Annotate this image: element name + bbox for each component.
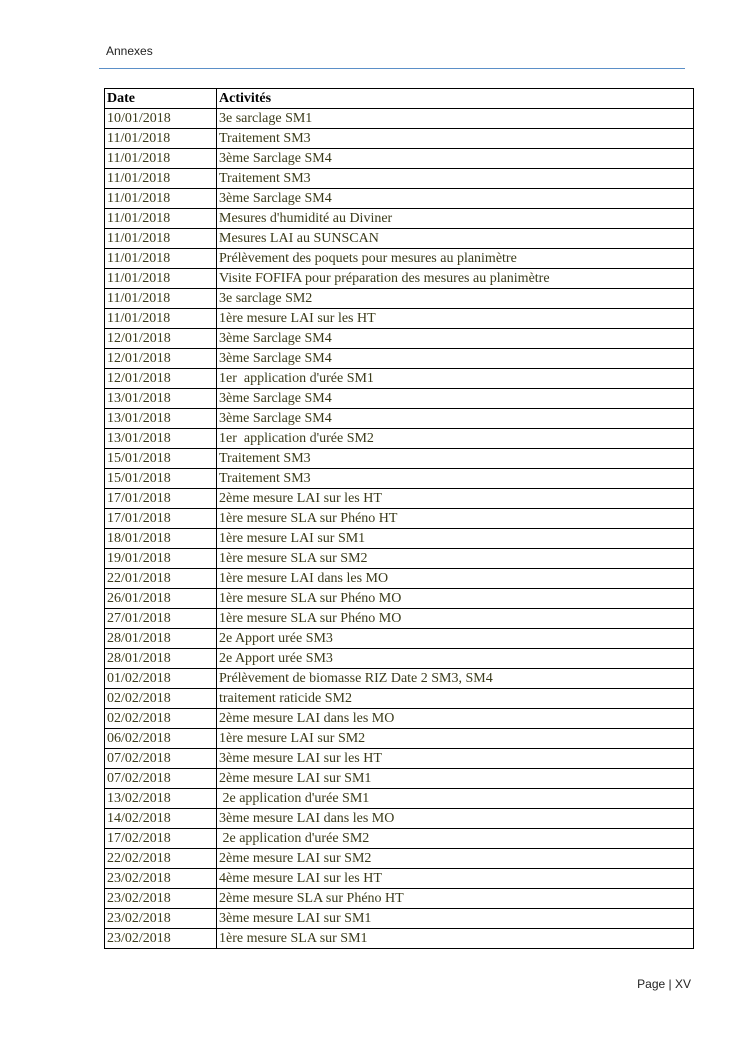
activity-cell: 2ème mesure LAI sur SM2	[217, 849, 694, 869]
activity-cell: Traitement SM3	[217, 469, 694, 489]
activity-cell: 2ème mesure LAI dans les MO	[217, 709, 694, 729]
table-row	[105, 789, 694, 809]
table-row	[105, 809, 694, 829]
activity-cell: 3ème Sarclage SM4	[217, 329, 694, 349]
table-row	[105, 449, 694, 469]
table-row	[105, 689, 694, 709]
activity-cell: 3ème mesure LAI sur les HT	[217, 749, 694, 769]
activity-cell: 3ème mesure LAI dans les MO	[217, 809, 694, 829]
date-cell: 11/01/2018	[105, 169, 217, 189]
date-cell: 27/01/2018	[105, 609, 217, 629]
table-row	[105, 369, 694, 389]
date-cell: 11/01/2018	[105, 209, 217, 229]
activity-cell: 3ème Sarclage SM4	[217, 389, 694, 409]
activity-cell: 1ère mesure SLA sur Phéno HT	[217, 509, 694, 529]
table-row	[105, 529, 694, 549]
activity-cell: 1ère mesure LAI dans les MO	[217, 569, 694, 589]
activity-cell: 1er application d'urée SM1	[217, 369, 694, 389]
date-cell: 07/02/2018	[105, 769, 217, 789]
date-cell: 23/02/2018	[105, 889, 217, 909]
activity-cell: 1ère mesure SLA sur SM1	[217, 929, 694, 949]
date-cell: 11/01/2018	[105, 189, 217, 209]
activity-cell: 1ère mesure SLA sur Phéno MO	[217, 589, 694, 609]
table-row	[105, 189, 694, 209]
activity-cell: 3ème Sarclage SM4	[217, 409, 694, 429]
table-row	[105, 709, 694, 729]
date-cell: 15/01/2018	[105, 469, 217, 489]
date-cell: 11/01/2018	[105, 249, 217, 269]
table-row	[105, 389, 694, 409]
activity-cell: Visite FOFIFA pour préparation des mesures au planimètre	[217, 269, 694, 289]
activity-cell: 1ère mesure LAI sur les HT	[217, 309, 694, 329]
date-cell: 13/01/2018	[105, 389, 217, 409]
activity-cell: 4ème mesure LAI sur les HT	[217, 869, 694, 889]
table-row	[105, 569, 694, 589]
table-row	[105, 769, 694, 789]
date-cell: 11/01/2018	[105, 149, 217, 169]
header-divider	[99, 68, 685, 69]
activity-cell: 1ère mesure SLA sur Phéno MO	[217, 609, 694, 629]
table-row	[105, 349, 694, 369]
date-cell: 12/01/2018	[105, 329, 217, 349]
date-cell: 07/02/2018	[105, 749, 217, 769]
date-cell: 22/01/2018	[105, 569, 217, 589]
table-row	[105, 109, 694, 129]
date-cell: 06/02/2018	[105, 729, 217, 749]
table-row	[105, 609, 694, 629]
date-cell: 12/01/2018	[105, 349, 217, 369]
table-row	[105, 649, 694, 669]
date-cell: 11/01/2018	[105, 289, 217, 309]
activity-cell: 3ème Sarclage SM4	[217, 149, 694, 169]
date-cell: 28/01/2018	[105, 649, 217, 669]
date-cell: 10/01/2018	[105, 109, 217, 129]
activity-cell: 2ème mesure LAI sur les HT	[217, 489, 694, 509]
table-row	[105, 149, 694, 169]
activity-cell: Traitement SM3	[217, 449, 694, 469]
table-row	[105, 489, 694, 509]
date-cell: 23/02/2018	[105, 929, 217, 949]
date-cell: 15/01/2018	[105, 449, 217, 469]
table-row	[105, 209, 694, 229]
date-cell: 19/01/2018	[105, 549, 217, 569]
table-row	[105, 829, 694, 849]
table-row	[105, 849, 694, 869]
table-body	[105, 109, 694, 949]
table-row	[105, 509, 694, 529]
table-row	[105, 869, 694, 889]
activity-cell: 3e sarclage SM2	[217, 289, 694, 309]
table-row	[105, 669, 694, 689]
date-cell: 14/02/2018	[105, 809, 217, 829]
date-cell: 11/01/2018	[105, 229, 217, 249]
activity-cell: 2e Apport urée SM3	[217, 629, 694, 649]
date-cell: 23/02/2018	[105, 909, 217, 929]
date-cell: 17/01/2018	[105, 509, 217, 529]
activity-cell: 3ème Sarclage SM4	[217, 349, 694, 369]
date-cell: 23/02/2018	[105, 869, 217, 889]
column-header-date: Date	[105, 89, 217, 109]
date-cell: 17/01/2018	[105, 489, 217, 509]
page-header-title: Annexes	[106, 44, 153, 58]
activity-cell: 2e application d'urée SM2	[217, 829, 694, 849]
activity-cell: 1ère mesure SLA sur SM2	[217, 549, 694, 569]
table-row	[105, 929, 694, 949]
activity-cell: Mesures d'humidité au Diviner	[217, 209, 694, 229]
table-row	[105, 309, 694, 329]
column-header-activities: Activités	[217, 89, 694, 109]
activity-cell: 2e Apport urée SM3	[217, 649, 694, 669]
date-cell: 11/01/2018	[105, 309, 217, 329]
date-cell: 11/01/2018	[105, 129, 217, 149]
date-cell: 02/02/2018	[105, 709, 217, 729]
activities-table	[104, 88, 694, 949]
activity-cell: Traitement SM3	[217, 129, 694, 149]
table-row	[105, 169, 694, 189]
date-cell: 18/01/2018	[105, 529, 217, 549]
table-row	[105, 129, 694, 149]
date-cell: 11/01/2018	[105, 269, 217, 289]
date-cell: 02/02/2018	[105, 689, 217, 709]
activity-cell: 3e sarclage SM1	[217, 109, 694, 129]
date-cell: 13/02/2018	[105, 789, 217, 809]
table-row	[105, 229, 694, 249]
date-cell: 13/01/2018	[105, 429, 217, 449]
date-cell: 26/01/2018	[105, 589, 217, 609]
table-row	[105, 749, 694, 769]
table-row	[105, 409, 694, 429]
activity-cell: 1er application d'urée SM2	[217, 429, 694, 449]
table-header-row	[105, 89, 694, 109]
activity-cell: Mesures LAI au SUNSCAN	[217, 229, 694, 249]
page-number: Page | XV	[637, 977, 691, 991]
table-row	[105, 909, 694, 929]
table-row	[105, 549, 694, 569]
date-cell: 13/01/2018	[105, 409, 217, 429]
table-row	[105, 729, 694, 749]
date-cell: 12/01/2018	[105, 369, 217, 389]
table-row	[105, 289, 694, 309]
activity-cell: traitement raticide SM2	[217, 689, 694, 709]
date-cell: 28/01/2018	[105, 629, 217, 649]
activity-cell: 1ère mesure LAI sur SM2	[217, 729, 694, 749]
activity-cell: 2ème mesure SLA sur Phéno HT	[217, 889, 694, 909]
date-cell: 17/02/2018	[105, 829, 217, 849]
activity-cell: 3ème mesure LAI sur SM1	[217, 909, 694, 929]
date-cell: 01/02/2018	[105, 669, 217, 689]
table-row	[105, 469, 694, 489]
table-row	[105, 629, 694, 649]
table-row	[105, 329, 694, 349]
table-row	[105, 249, 694, 269]
activity-cell: 1ère mesure LAI sur SM1	[217, 529, 694, 549]
table-row	[105, 269, 694, 289]
table-row	[105, 429, 694, 449]
activity-cell: Prélèvement des poquets pour mesures au planimètre	[217, 249, 694, 269]
activity-cell: Prélèvement de biomasse RIZ Date 2 SM3, SM4	[217, 669, 694, 689]
table-row	[105, 589, 694, 609]
activity-cell: 2ème mesure LAI sur SM1	[217, 769, 694, 789]
activity-cell: 3ème Sarclage SM4	[217, 189, 694, 209]
table-row	[105, 889, 694, 909]
date-cell: 22/02/2018	[105, 849, 217, 869]
activity-cell: Traitement SM3	[217, 169, 694, 189]
activity-cell: 2e application d'urée SM1	[217, 789, 694, 809]
